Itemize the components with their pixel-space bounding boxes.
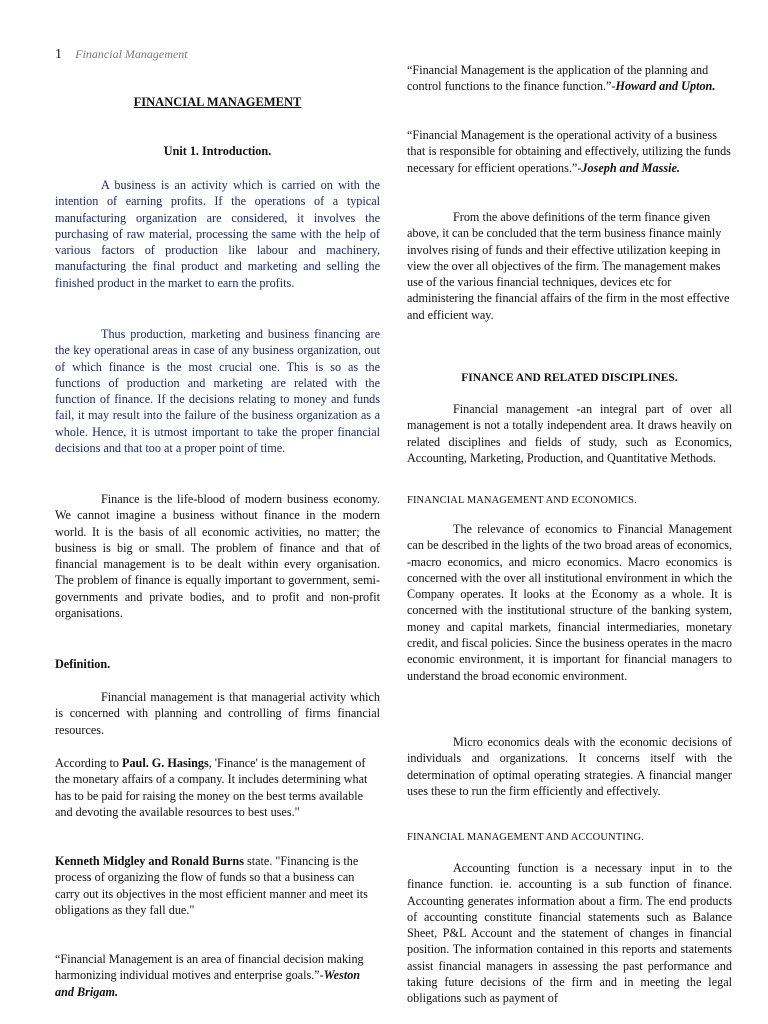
midgley-quote (55, 853, 380, 918)
unit-heading: Unit 1. Introduction. (163, 144, 272, 158)
page-number: 1 (55, 47, 62, 62)
hasings-author: Paul. G. Hasings (122, 756, 209, 770)
howard-text: “Financial Management is the application of the planning and control functions to the finance function.”- (407, 63, 709, 94)
weston-quote (55, 951, 380, 1000)
joseph-author: Joseph and Massie. (581, 160, 680, 175)
howard-quote (407, 62, 732, 95)
economics-paragraph-1: The relevance of economics to Financial Management can be described in the lights of the two broad areas of economics, -macro economics, and micro economics. Macro economics is concerned with the over all institutional environment in which the Company operates. It looks at the Economy as a whole. It is concerned with the institutional structure of the banking system, money and capital markets, financial intermediaries, monetary credit, and fiscal policies. Since the business operates in the macro economic environment, it is important for financial managers to understand the broad economic environment. (407, 522, 732, 683)
accounting-heading: FINANCIAL MANAGEMENT AND ACCOUNTING. (407, 832, 644, 843)
accounting-paragraph: Accounting function is a necessary input in to the finance function. ie. accounting is a sub function of finance. Accounting generates information about a firm. The end products of accounting constitute financial statements such as Balance Sheet, P&L Account and the statement of changes in financial position. The information contained in this reports and statements assist financial managers in assessing the past performance and taking future decisions of the firm and in meeting the legal obligations such as payment of (407, 861, 732, 1006)
running-title: Financial Management (75, 47, 188, 61)
joseph-text: “Financial Management is the operational activity of a business that is responsible for obtaining and effectively, utilizing the funds necessary for efficient operations.”- (407, 128, 731, 175)
definition-paragraph: Financial management is that managerial activity which is concerned with planning and controlling of firms financial resources. (55, 690, 380, 737)
midgley-text: state. "Financing is the process of organizing the flow of funds so that a business can carry out its objectives in the most efficient manner and meet its obligations as they fall due." (55, 854, 368, 917)
howard-author: Howard and Upton. (615, 79, 716, 94)
weston-author: Weston and Brigam. (55, 968, 361, 999)
hasings-prefix: According to (55, 756, 123, 770)
disciplines-paragraph: Financial management -an integral part of over all management is not a totally independent area. It draws heavily on related disciplines and fields of study, such as Economics, Accounting, Marketing, Production, and Quantitative Methods. (407, 402, 732, 465)
intro-paragraph-1: A business is an activity which is carried on with the intention of earning profits. If the operations of a typical manufacturing organization are considered, it involves the purchasing of raw material, processing the same with the help of various factors of production like labour and machinery, manufacturing the final product and marketing and selling the finished product in the market to earn the profits. (55, 178, 380, 290)
intro-paragraph-3: Finance is the life-blood of modern business economy. We cannot imagine a business without finance in the modern world. It is the basis of all economic activities, no matter; the business is big or small. The problem of finance and that of financial management is to be dealt within every organisation. The problem of finance is equally important to government, semi-governments and private bodies, and to profit and non-profit organisations. (55, 492, 380, 621)
intro-paragraph-2: Thus production, marketing and business financing are the key operational areas in case of any business organization, out of which finance is the most crucial one. This is so as the functions of production and marketing are related with the function of finance. If the decisions relating to money and funds fail, it may result into the failure of the business organization as a whole. Hence, it is utmost important to take the proper financial decisions and that too at a proper point of time. (55, 327, 380, 456)
economics-paragraph-2: Micro economics deals with the economic decisions of individuals and organizations. It concerns itself with the determination of optimal operating strategies. A financial manger uses these to run the firm efficiently and effectively. (407, 735, 732, 798)
disciplines-heading: FINANCE AND RELATED DISCIPLINES. (461, 372, 678, 384)
definitions-conclusion-paragraph: From the above definitions of the term finance given above, it can be concluded that the term business finance mainly involves rising of funds and their effective utilization keeping in view the over all objectives of the firm. The management makes use of the various financial techniques, devices etc for administering the financial affairs of the firm in the most effective and efficient way. (407, 210, 730, 322)
hasings-text: , 'Finance' is the management of the monetary affairs of a company. It includes determining what has to be paid for raising the money on the best terms available and devoting the available resources to best uses." (55, 756, 368, 819)
midgley-author: Kenneth Midgley and Ronald Burns (55, 854, 244, 868)
weston-text: “Financial Management is an area of financial decision making harmonizing individual motives and enterprise goals.”- (55, 952, 364, 983)
economics-heading: FINANCIAL MANAGEMENT AND ECONOMICS. (407, 495, 637, 506)
right-column (407, 0, 732, 1024)
joseph-quote (407, 127, 732, 176)
hasings-quote (55, 755, 380, 820)
document-title: FINANCIAL MANAGEMENT (133, 95, 302, 109)
left-column (55, 0, 380, 1024)
definition-heading: Definition. (55, 657, 111, 671)
